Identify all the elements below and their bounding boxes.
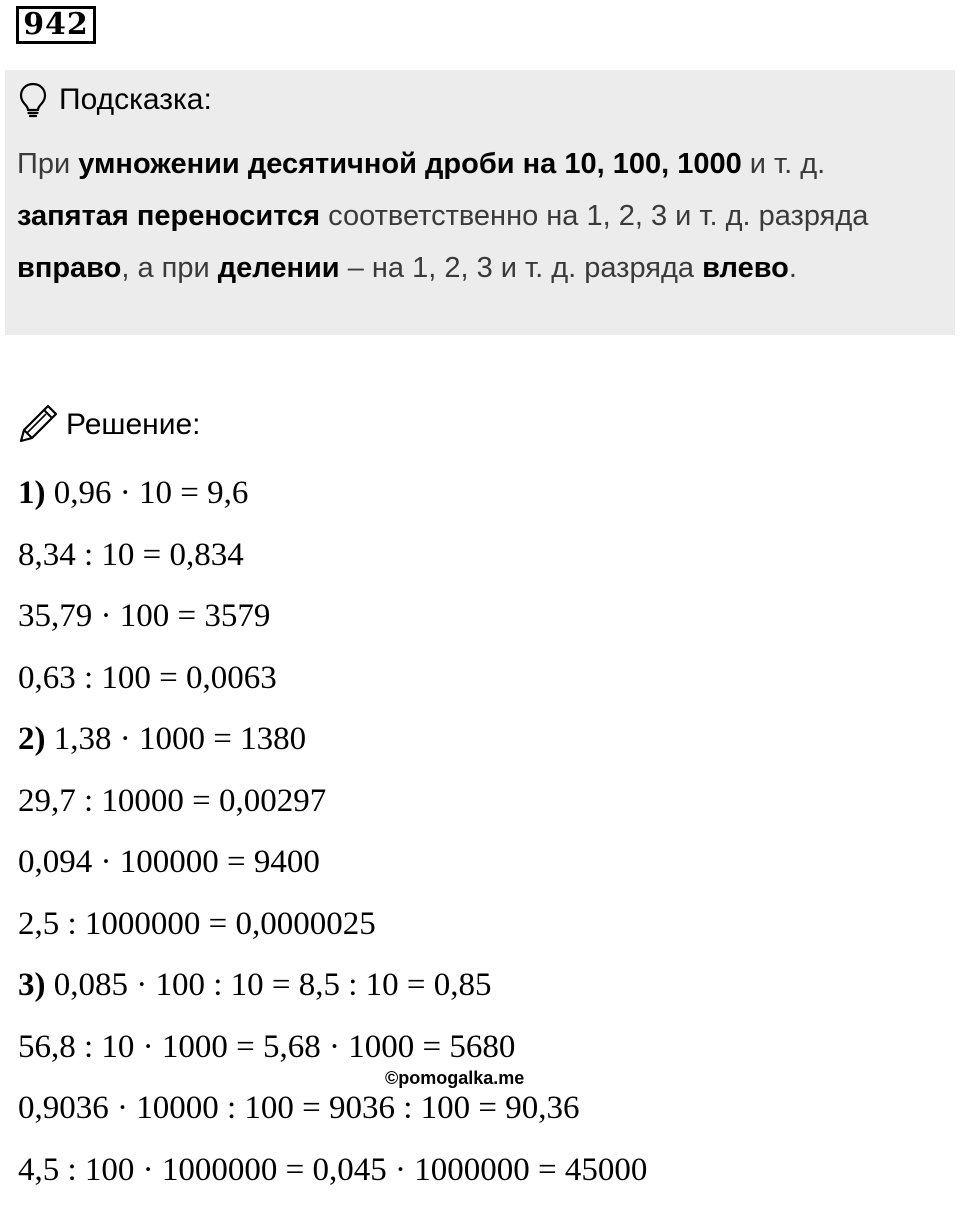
solution-line: 56,8 : 10 · 1000 = 5,68 · 1000 = 5680 xyxy=(18,1024,948,1086)
hint-line-2: запятая переносится соответственно на 1, 2, 3 и т. д. разряда xyxy=(17,190,947,242)
hint-line-1: При умножении десятичной дроби на 10, 100, 1000 и т. д. xyxy=(17,138,947,190)
solution-line: 0,9036 · 10000 : 100 = 9036 : 100 = 90,36 xyxy=(18,1085,948,1147)
task-number: 942 xyxy=(16,6,96,44)
solution-title: Решение: xyxy=(66,408,200,442)
solution-header xyxy=(18,402,200,448)
solution-line: 1) 0,96 · 10 = 9,6 xyxy=(18,470,948,532)
solution-line: 35,79 · 100 = 3579 xyxy=(18,593,948,655)
solution-line: 8,34 : 10 = 0,834 xyxy=(18,532,948,594)
watermark: ©pomogalka.me xyxy=(385,1068,524,1089)
solution-line: 0,094 · 100000 = 9400 xyxy=(18,839,948,901)
solution-line: 3) 0,085 · 100 : 10 = 8,5 : 10 = 0,85 xyxy=(18,962,948,1024)
solution-line: 29,7 : 10000 = 0,00297 xyxy=(18,778,948,840)
solution-line: 4,5 : 100 · 1000000 = 0,045 · 1000000 = 45000 xyxy=(18,1147,948,1208)
hint-text xyxy=(17,138,947,294)
solution-line: 0,63 : 100 = 0,0063 xyxy=(18,655,948,717)
pencil-icon xyxy=(18,402,60,449)
hint-line-3: вправо, а при делении – на 1, 2, 3 и т. д. разряда влево. xyxy=(17,242,947,294)
lightbulb-icon xyxy=(19,82,47,118)
solution-line: 2,5 : 1000000 = 0,0000025 xyxy=(18,901,948,963)
hint-header xyxy=(19,80,212,120)
solution-lines xyxy=(18,470,948,1208)
hint-title: Подсказка: xyxy=(59,83,212,117)
hint-box xyxy=(5,70,955,335)
solution-line: 2) 1,38 · 1000 = 1380 xyxy=(18,716,948,778)
